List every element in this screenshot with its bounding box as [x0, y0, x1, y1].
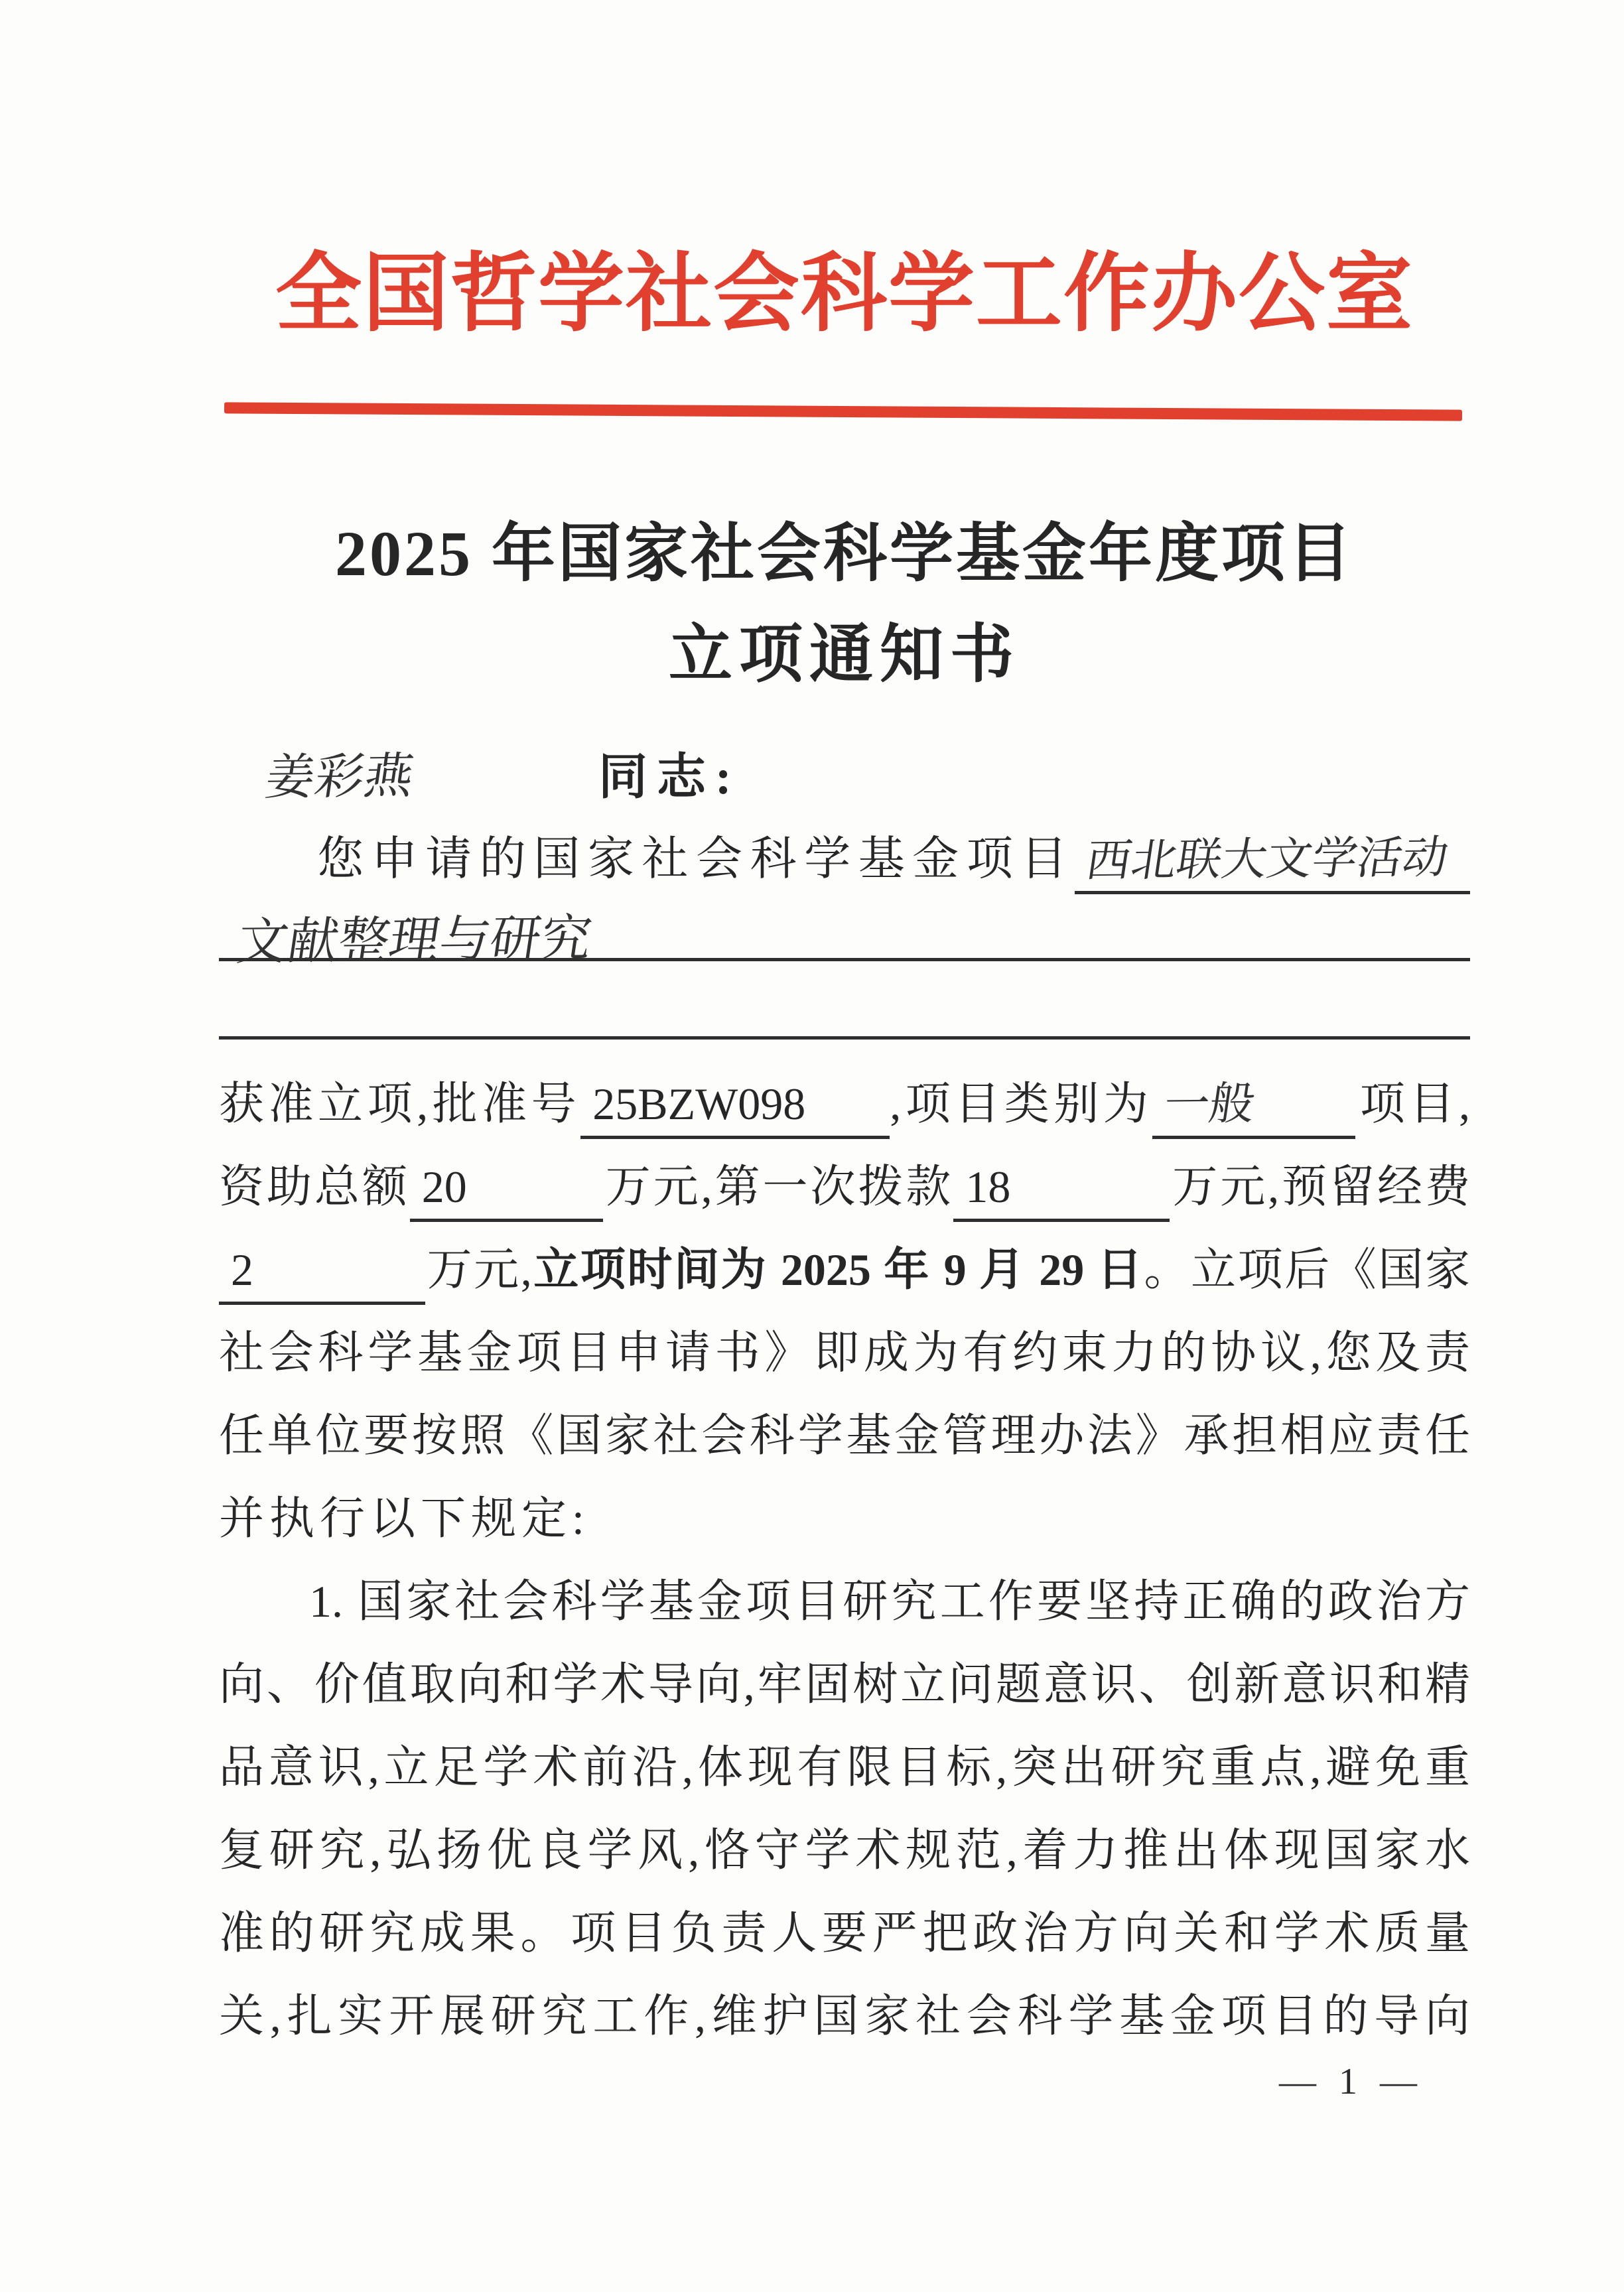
text-segment: 获准立项,批准号: [219, 1079, 581, 1129]
project-category-value: 一般: [1160, 1077, 1259, 1131]
first-disbursement-value: 18: [965, 1162, 1011, 1212]
first-disbursement-field: [953, 1160, 1170, 1222]
text-segment: 万元,预留经费: [1170, 1162, 1470, 1212]
clause1-line-2: 向、价值取向和学术导向,牢固树立问题意识、创新意识和精: [219, 1659, 1470, 1710]
approval-date-bold-text: 立项时间为 2025 年 9 月 29 日: [531, 1245, 1144, 1295]
text-segment: 资助总额: [219, 1162, 410, 1212]
total-funding-value: 20: [421, 1162, 467, 1212]
approval-line-6: 并执行以下规定:: [219, 1493, 590, 1544]
approval-paragraph: [219, 1063, 1470, 2058]
recipient-name-field: [219, 738, 598, 808]
approval-number-field: [580, 1077, 890, 1139]
page-number: — 1 —: [1279, 2061, 1424, 2102]
clause1-line-5: 准的研究成果。项目负责人要严把政治方向关和学术质量: [219, 1908, 1470, 1958]
project-title-handwritten-2: 文献整理与研究: [234, 908, 596, 971]
project-intro-line: [219, 827, 1470, 901]
approval-line-5: 任单位要按照《国家社会科学基金管理办法》承担相应责任: [219, 1410, 1470, 1461]
approval-line-2: [219, 1146, 1470, 1229]
salutation-line: [219, 738, 1470, 808]
project-title-field-line3-blank: [219, 980, 1470, 1040]
text-segment: ,项目类别为: [890, 1079, 1153, 1129]
project-category-field: [1152, 1077, 1355, 1139]
doc-title-line1: 2025 年国家社会科学基金年度项目: [335, 518, 1354, 589]
total-funding-field: [410, 1160, 603, 1222]
project-title-field-line2: [219, 900, 1470, 971]
project-title-field-line1: [1075, 833, 1470, 894]
clause1-line-4: 复研究,弘扬优良学风,恪守学术规范,着力推出体现国家水: [219, 1825, 1470, 1875]
approval-line-3: [219, 1229, 1470, 1312]
text-segment: 万元,第一次拨款: [602, 1162, 954, 1212]
text-segment: 万元,: [425, 1245, 532, 1295]
header-divider-rule: [224, 402, 1462, 421]
reserved-funding-field: [219, 1243, 425, 1305]
clause1-line-1: 1. 国家社会科学基金项目研究工作要坚持正确的政治方: [309, 1576, 1470, 1627]
salutation-suffix: 同志:: [598, 750, 741, 805]
intro-prefix-text: 您申请的国家社会科学基金项目: [317, 834, 1075, 885]
recipient-name-handwritten: 姜彩燕: [261, 747, 418, 807]
reserved-funding-value: 2: [231, 1245, 253, 1295]
clause1-line-3: 品意识,立足学术前沿,体现有限目标,突出研究重点,避免重: [219, 1742, 1470, 1792]
text-segment: 。立项后《国家: [1144, 1245, 1470, 1295]
project-title-handwritten-1: 西北联大文学活动: [1082, 831, 1452, 888]
doc-title-line2: 立项通知书: [669, 619, 1020, 690]
clause1-line-6: 关,扎实开展研究工作,维护国家社会科学基金项目的导向: [219, 1991, 1470, 2041]
org-title: 全国哲学社会科学工作办公室: [275, 247, 1414, 342]
approval-number-value: 25BZW098: [592, 1079, 806, 1129]
approval-line-1: [219, 1063, 1470, 1146]
text-segment: 项目,: [1355, 1079, 1470, 1129]
approval-line-4: 社会科学基金项目申请书》即成为有约束力的协议,您及责: [219, 1327, 1470, 1378]
